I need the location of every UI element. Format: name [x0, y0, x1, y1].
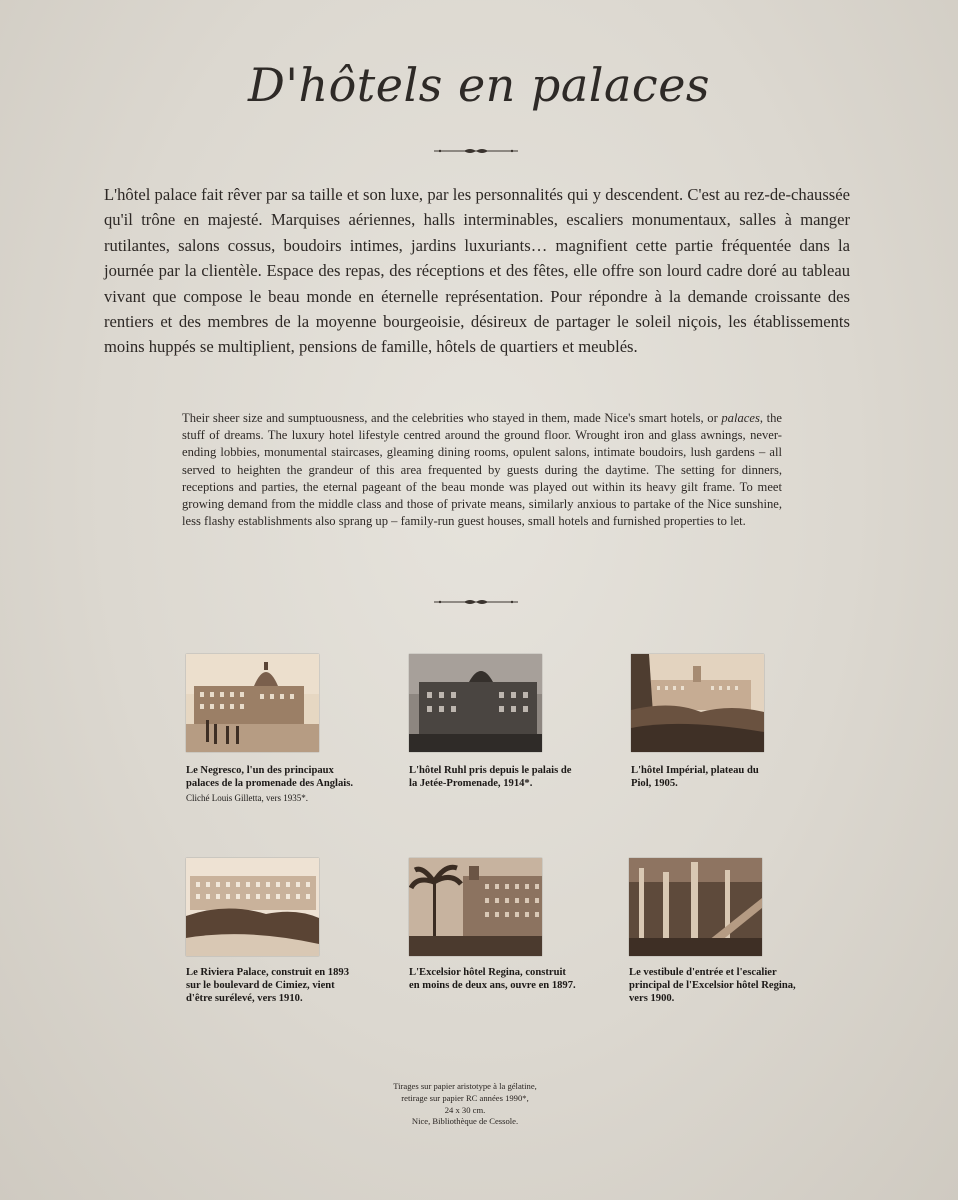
footer-line-3: 24 x 30 cm.	[444, 1104, 486, 1115]
photo-excelsior-vestibule	[629, 858, 762, 956]
photo-hotel-imperial	[631, 654, 764, 752]
caption-excelsior-regina: L'Excelsior hôtel Regina, construit en moins de deux ans, ouvre en 1897.	[409, 967, 576, 991]
caption-hotel-ruhl: L'hôtel Ruhl pris depuis le palais de la Jetée-Promenade, 1914*.	[409, 765, 572, 789]
photo-negresco	[186, 654, 319, 752]
page-title: D'hôtels en palaces	[247, 58, 711, 112]
footer-line-1: Tirages sur papier aristotype à la gélatine,	[393, 1081, 537, 1091]
caption-text: Le Negresco, l'un des principaux palaces de la promenade des Anglais.	[186, 765, 353, 789]
english-text-part1: Their sheer size and sumptuousness, and the celebrities who stayed in them, made Nice's smart hotels, or	[182, 411, 722, 425]
photo-credit: Cliché Louis Gilletta, vers 1935*.	[186, 793, 308, 803]
photo-hotel-ruhl	[409, 654, 542, 752]
caption-negresco	[186, 764, 366, 805]
caption-riviera-palace: Le Riviera Palace, construit en 1893 sur le boulevard de Cimiez, vient d'être surélevé, vers 1910.	[186, 967, 349, 1004]
footer-line-4: Nice, Bibliothèque de Cessole.	[411, 1116, 519, 1127]
photo-riviera-palace	[186, 858, 319, 956]
french-paragraph: L'hôtel palace fait rêver par sa taille et son luxe, par les personnalités qui y descendent. C'est au rez-de-chaussée qu'il trône en majesté. Marquises aériennes, halls interminables, escaliers monumentaux, salles à manger rutilantes, salons cossus, boudoirs intimes, jardins luxuriants… magnifient cette partie fréquentée dans la journée par la clientèle. Espace des repas, des réceptions et des fêtes, elle offre son lourd cadre doré au tableau vivant que compose le beau monde en éternelle représentation. Pour répondre à la demande croissante des rentiers et des membres de la moyenne bourgeoisie, désireux de partager le soleil niçois, les établissements moins huppés se multiplient, pensions de famille, hôtels de quartiers et meublés.	[104, 185, 850, 357]
caption-excelsior-vestibule: Le vestibule d'entrée et l'escalier principal de l'Excelsior hôtel Regina, vers 1900.	[629, 967, 796, 1004]
english-paragraph	[182, 410, 782, 530]
footer-line-2: retirage sur papier RC années 1990*,	[401, 1092, 529, 1103]
caption-hotel-imperial: L'hôtel Impérial, plateau du Piol, 1905.	[631, 765, 759, 789]
top-divider-ornament	[434, 147, 518, 155]
middle-divider-ornament	[434, 598, 518, 606]
footer-technical-note	[340, 1081, 590, 1128]
photo-excelsior-regina	[409, 858, 542, 956]
english-text-part2: , the stuff of dreams. The luxury hotel lifestyle centred around the ground floor. Wrought iron and glass awnings, never-ending lobbies, monumental staircases, gleaming dining rooms, opulent salons, intimate boudoirs, lush gardens – all served to heighten the grandeur of this area frequented by guests during the daytime. The setting for dinners, receptions and parties, the eternal pageant of the beau monde was played out within its heavy gilt frame. To meet growing demand from the middle class and those of private means, similarly anxious to partake of the Nice sunshine, less flashy establishments also sprang up – family-run guest houses, small hotels and furnished properties to let.	[182, 411, 782, 529]
english-text-italic: palaces	[721, 411, 760, 425]
